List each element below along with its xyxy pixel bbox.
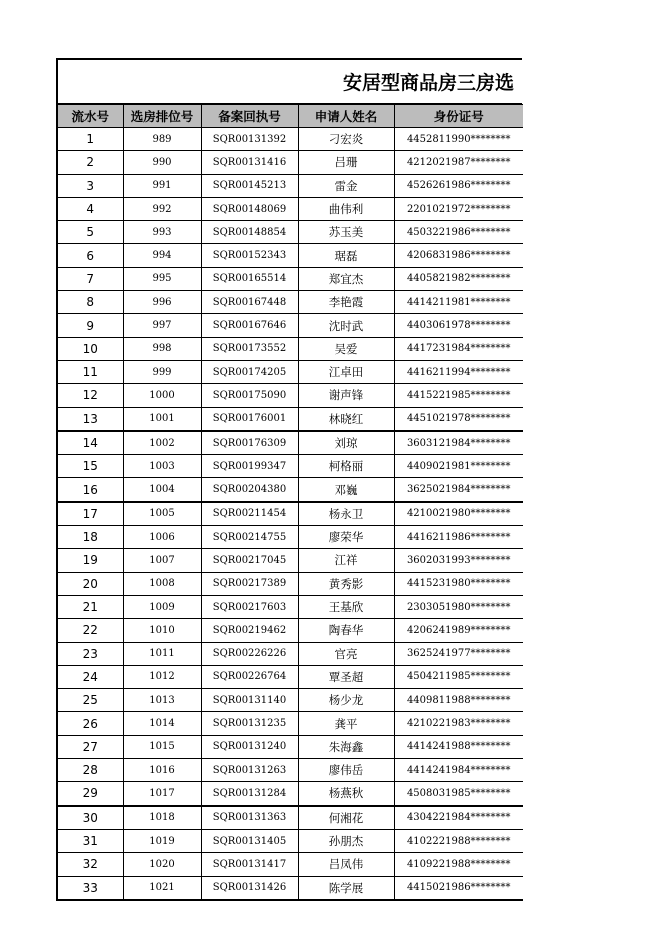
cell-rank-number: 992 [123,197,201,220]
table-row [57,267,523,290]
cell-id-number: 4414211981******** [394,291,523,314]
cell-rank-number: 998 [123,337,201,360]
cell-id-number: 4405821982******** [394,267,523,290]
cell-serial-number: 10 [57,337,123,360]
cell-rank-number: 995 [123,267,201,290]
cell-receipt-number: SQR00217045 [201,549,298,572]
cell-rank-number: 1017 [123,782,201,806]
cell-id-number: 4409811988******** [394,689,523,712]
cell-receipt-number: SQR00152343 [201,244,298,267]
cell-id-number: 4452811990******** [394,128,523,151]
cell-applicant-name: 龚平 [298,712,394,735]
cell-applicant-name: 吴爱 [298,337,394,360]
cell-serial-number: 19 [57,549,123,572]
cell-serial-number: 29 [57,782,123,806]
header-serial-number: 流水号 [57,105,123,128]
cell-serial-number: 22 [57,619,123,642]
cell-applicant-name: 覃圣超 [298,665,394,688]
header-rank-number: 选房排位号 [123,105,201,128]
table-row [57,407,523,431]
cell-serial-number: 3 [57,174,123,197]
cell-receipt-number: SQR00173552 [201,337,298,360]
cell-receipt-number: SQR00145213 [201,174,298,197]
cell-serial-number: 17 [57,502,123,526]
cell-receipt-number: SQR00131426 [201,876,298,900]
cell-serial-number: 20 [57,572,123,595]
cell-serial-number: 28 [57,759,123,782]
cell-receipt-number: SQR00217389 [201,572,298,595]
cell-rank-number: 1016 [123,759,201,782]
cell-serial-number: 24 [57,665,123,688]
cell-id-number: 4416211994******** [394,360,523,383]
cell-serial-number: 8 [57,291,123,314]
cell-id-number: 4414241984******** [394,759,523,782]
table-row [57,360,523,383]
cell-rank-number: 1003 [123,455,201,478]
sheet-title: 安居型商品房三房选 [56,58,522,104]
cell-rank-number: 1015 [123,735,201,758]
table-row [57,572,523,595]
cell-applicant-name: 刁宏炎 [298,128,394,151]
cell-id-number: 4212021987******** [394,151,523,174]
cell-rank-number: 1000 [123,384,201,407]
table-row [57,853,523,876]
cell-applicant-name: 杨少龙 [298,689,394,712]
table-row [57,314,523,337]
cell-serial-number: 16 [57,478,123,502]
cell-id-number: 4508031985******** [394,782,523,806]
cell-serial-number: 2 [57,151,123,174]
table-row [57,526,523,549]
cell-id-number: 4409021981******** [394,455,523,478]
table-row [57,478,523,502]
cell-id-number: 4206241989******** [394,619,523,642]
cell-applicant-name: 王基欣 [298,595,394,618]
cell-id-number: 4304221984******** [394,806,523,830]
table-row [57,665,523,688]
cell-receipt-number: SQR00148854 [201,221,298,244]
cell-rank-number: 1002 [123,431,201,455]
cell-serial-number: 12 [57,384,123,407]
table-row [57,689,523,712]
cell-receipt-number: SQR00199347 [201,455,298,478]
cell-id-number: 4503221986******** [394,221,523,244]
cell-applicant-name: 江卓田 [298,360,394,383]
cell-id-number: 4414241988******** [394,735,523,758]
cell-receipt-number: SQR00131363 [201,806,298,830]
cell-rank-number: 993 [123,221,201,244]
cell-receipt-number: SQR00219462 [201,619,298,642]
cell-receipt-number: SQR00131263 [201,759,298,782]
cell-applicant-name: 何湘花 [298,806,394,830]
cell-applicant-name: 柯格丽 [298,455,394,478]
cell-receipt-number: SQR00165514 [201,267,298,290]
table-row [57,806,523,830]
cell-rank-number: 1004 [123,478,201,502]
cell-receipt-number: SQR00131405 [201,829,298,852]
cell-applicant-name: 陈学展 [298,876,394,900]
cell-applicant-name: 黄秀影 [298,572,394,595]
table-row [57,384,523,407]
table-row [57,431,523,455]
table-row [57,782,523,806]
cell-receipt-number: SQR00148069 [201,197,298,220]
cell-applicant-name: 琚磊 [298,244,394,267]
cell-receipt-number: SQR00226764 [201,665,298,688]
cell-rank-number: 999 [123,360,201,383]
cell-serial-number: 23 [57,642,123,665]
cell-rank-number: 1020 [123,853,201,876]
cell-applicant-name: 杨永卫 [298,502,394,526]
cell-id-number: 4206831986******** [394,244,523,267]
cell-serial-number: 33 [57,876,123,900]
table-row [57,337,523,360]
cell-receipt-number: SQR00214755 [201,526,298,549]
table-row [57,619,523,642]
cell-id-number: 4415021986******** [394,876,523,900]
cell-id-number: 3602031993******** [394,549,523,572]
cell-rank-number: 1007 [123,549,201,572]
cell-rank-number: 996 [123,291,201,314]
cell-receipt-number: SQR00131284 [201,782,298,806]
table-row [57,244,523,267]
table-row [57,735,523,758]
header-row [57,105,523,128]
cell-receipt-number: SQR00131416 [201,151,298,174]
table-row [57,128,523,151]
cell-serial-number: 26 [57,712,123,735]
cell-id-number: 3625021984******** [394,478,523,502]
header-receipt-number: 备案回执号 [201,105,298,128]
cell-receipt-number: SQR00131235 [201,712,298,735]
cell-id-number: 4109221988******** [394,853,523,876]
cell-rank-number: 1009 [123,595,201,618]
cell-applicant-name: 邓巍 [298,478,394,502]
table-row [57,151,523,174]
cell-rank-number: 1008 [123,572,201,595]
cell-serial-number: 25 [57,689,123,712]
table-row [57,455,523,478]
cell-rank-number: 1014 [123,712,201,735]
cell-applicant-name: 林晓红 [298,407,394,431]
cell-receipt-number: SQR00131417 [201,853,298,876]
cell-serial-number: 31 [57,829,123,852]
cell-serial-number: 1 [57,128,123,151]
table-row [57,595,523,618]
header-applicant-name: 申请人姓名 [298,105,394,128]
cell-serial-number: 7 [57,267,123,290]
cell-serial-number: 13 [57,407,123,431]
cell-applicant-name: 苏玉美 [298,221,394,244]
cell-id-number: 4210221983******** [394,712,523,735]
cell-id-number: 4403061978******** [394,314,523,337]
cell-serial-number: 15 [57,455,123,478]
table-row [57,829,523,852]
cell-rank-number: 1013 [123,689,201,712]
cell-rank-number: 1019 [123,829,201,852]
cell-rank-number: 991 [123,174,201,197]
cell-applicant-name: 杨燕秋 [298,782,394,806]
cell-applicant-name: 官亮 [298,642,394,665]
cell-receipt-number: SQR00211454 [201,502,298,526]
cell-rank-number: 1005 [123,502,201,526]
cell-applicant-name: 廖伟岳 [298,759,394,782]
cell-applicant-name: 江祥 [298,549,394,572]
cell-id-number: 4210021980******** [394,502,523,526]
cell-receipt-number: SQR00226226 [201,642,298,665]
header-id-number: 身份证号 [394,105,523,128]
cell-receipt-number: SQR00176001 [201,407,298,431]
cell-applicant-name: 陶春华 [298,619,394,642]
table-row [57,197,523,220]
cell-rank-number: 1011 [123,642,201,665]
table-row [57,642,523,665]
cell-serial-number: 18 [57,526,123,549]
cell-applicant-name: 孙朋杰 [298,829,394,852]
cell-rank-number: 1018 [123,806,201,830]
cell-rank-number: 1012 [123,665,201,688]
cell-id-number: 3603121984******** [394,431,523,455]
cell-receipt-number: SQR00167448 [201,291,298,314]
cell-applicant-name: 曲伟利 [298,197,394,220]
cell-rank-number: 989 [123,128,201,151]
cell-id-number: 4451021978******** [394,407,523,431]
cell-receipt-number: SQR00204380 [201,478,298,502]
cell-id-number: 2303051980******** [394,595,523,618]
cell-rank-number: 990 [123,151,201,174]
cell-serial-number: 21 [57,595,123,618]
table-row [57,759,523,782]
spreadsheet [56,58,522,901]
applicant-table [56,104,523,901]
cell-id-number: 4417231984******** [394,337,523,360]
cell-serial-number: 5 [57,221,123,244]
cell-serial-number: 9 [57,314,123,337]
cell-serial-number: 6 [57,244,123,267]
cell-receipt-number: SQR00176309 [201,431,298,455]
cell-applicant-name: 沈时武 [298,314,394,337]
cell-rank-number: 997 [123,314,201,337]
table-row [57,712,523,735]
cell-serial-number: 4 [57,197,123,220]
table-row [57,502,523,526]
cell-rank-number: 994 [123,244,201,267]
cell-rank-number: 1010 [123,619,201,642]
cell-id-number: 4416211986******** [394,526,523,549]
cell-rank-number: 1001 [123,407,201,431]
cell-serial-number: 30 [57,806,123,830]
cell-receipt-number: SQR00174205 [201,360,298,383]
table-row [57,221,523,244]
cell-serial-number: 14 [57,431,123,455]
table-row [57,549,523,572]
cell-receipt-number: SQR00217603 [201,595,298,618]
cell-applicant-name: 郑宜杰 [298,267,394,290]
cell-receipt-number: SQR00167646 [201,314,298,337]
cell-serial-number: 27 [57,735,123,758]
cell-applicant-name: 吕凤伟 [298,853,394,876]
table-row [57,876,523,900]
cell-receipt-number: SQR00131240 [201,735,298,758]
cell-id-number: 4102221988******** [394,829,523,852]
table-row [57,174,523,197]
cell-applicant-name: 李艳霞 [298,291,394,314]
cell-id-number: 4415231980******** [394,572,523,595]
cell-rank-number: 1006 [123,526,201,549]
cell-applicant-name: 廖荣华 [298,526,394,549]
cell-id-number: 4415221985******** [394,384,523,407]
cell-id-number: 4504211985******** [394,665,523,688]
cell-receipt-number: SQR00131140 [201,689,298,712]
cell-applicant-name: 雷金 [298,174,394,197]
cell-receipt-number: SQR00175090 [201,384,298,407]
cell-id-number: 4526261986******** [394,174,523,197]
table-row [57,291,523,314]
cell-id-number: 2201021972******** [394,197,523,220]
cell-rank-number: 1021 [123,876,201,900]
cell-serial-number: 11 [57,360,123,383]
cell-serial-number: 32 [57,853,123,876]
cell-applicant-name: 谢声锋 [298,384,394,407]
cell-applicant-name: 朱海鑫 [298,735,394,758]
cell-applicant-name: 吕珊 [298,151,394,174]
cell-applicant-name: 刘琼 [298,431,394,455]
cell-id-number: 3625241977******** [394,642,523,665]
cell-receipt-number: SQR00131392 [201,128,298,151]
